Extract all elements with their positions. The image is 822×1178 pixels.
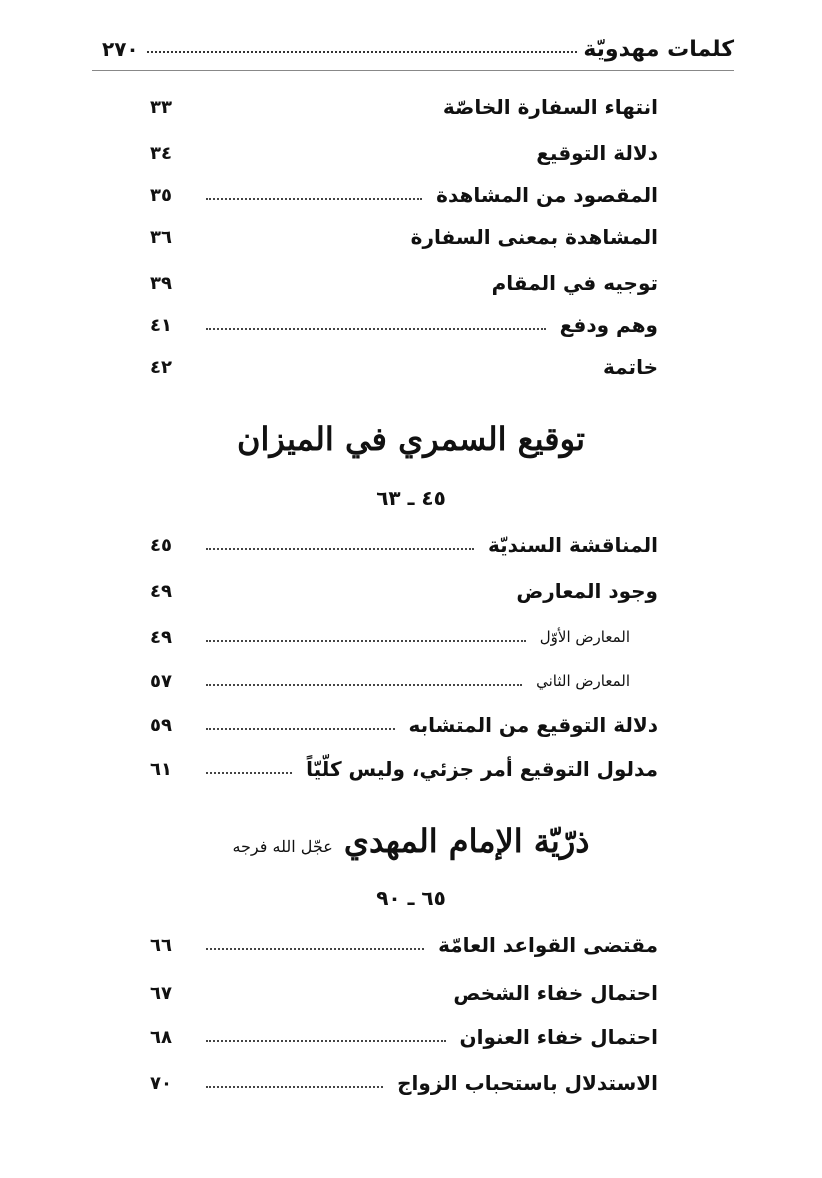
- toc-entry-label: الاستدلال باستحباب الزواج: [397, 1071, 658, 1095]
- toc-entry: [150, 266, 658, 300]
- toc-entry-page: ٤٢: [150, 356, 172, 378]
- toc-leader-dots: [206, 1040, 446, 1042]
- toc-entry-page: ٣٣: [150, 96, 172, 118]
- toc-leader-dots: [206, 728, 395, 730]
- toc-leader-dots: [206, 772, 292, 774]
- section-title: [0, 822, 822, 860]
- toc-entry-label: المقصود من المشاهدة: [436, 183, 658, 207]
- toc-subentry: [150, 620, 658, 654]
- toc-entry: [150, 976, 658, 1010]
- running-header: [92, 32, 734, 66]
- honorific-text: عجّل الله فرجه: [232, 837, 333, 856]
- toc-entry-page: ٦١: [150, 758, 172, 780]
- toc-entry: [150, 178, 658, 212]
- header-rule: [92, 70, 734, 71]
- toc-entry-page: ٣٤: [150, 142, 172, 164]
- toc-entry-label: دلالة التوقيع من المتشابه: [408, 713, 658, 737]
- toc-entry-label: مقتضى القواعد العامّة: [438, 933, 658, 957]
- toc-entry: [150, 220, 658, 254]
- toc-entry: [150, 90, 658, 124]
- toc-entry: [150, 752, 658, 786]
- toc-subentry-label: المعارض الثاني: [536, 672, 630, 690]
- toc-entry-page: ٦٧: [150, 982, 172, 1004]
- toc-entry-label: احتمال خفاء الشخص: [453, 981, 658, 1005]
- header-leader-dots: [147, 51, 578, 53]
- toc-leader-dots: [206, 640, 526, 642]
- toc-entry-page: ٣٥: [150, 184, 172, 206]
- toc-entry-page: ٤٩: [150, 626, 172, 648]
- toc-entry-page: ٥٧: [150, 670, 172, 692]
- toc-subentry-label: المعارض الأوّل: [539, 628, 630, 646]
- toc-entry: [150, 708, 658, 742]
- toc-entry-page: ٧٠: [150, 1072, 172, 1094]
- toc-entry-page: ٦٦: [150, 934, 172, 956]
- toc-entry-label: وهم ودفع: [559, 313, 658, 337]
- section-page-range: ٤٥ ـ ٦٣: [376, 486, 446, 510]
- toc-entry-label: مدلول التوقيع أمر جزئي، وليس كلّيّاً: [306, 757, 658, 781]
- toc-entry: [150, 928, 658, 962]
- page-number: ٢٧٠: [102, 37, 139, 61]
- toc-entry-page: ٤٥: [150, 534, 172, 556]
- section-title: توقيع السمري في الميزان: [236, 420, 586, 458]
- book-title: كلمات مهدويّة: [583, 36, 734, 62]
- section-page-range: ٦٥ ـ ٩٠: [376, 886, 446, 910]
- toc-entry: [150, 136, 658, 170]
- toc-entry: [150, 350, 658, 384]
- toc-entry-label: وجود المعارض: [516, 579, 658, 603]
- section-title-text: ذرّيّة الإمام المهدي: [343, 822, 590, 860]
- toc-entry: [150, 574, 658, 608]
- toc-subentry: [150, 664, 658, 698]
- toc-entry-page: ٣٩: [150, 272, 172, 294]
- toc-entry-page: ٣٦: [150, 226, 172, 248]
- toc-entry: [150, 1066, 658, 1100]
- toc-entry-label: توجيه في المقام: [491, 271, 658, 295]
- toc-leader-dots: [206, 548, 474, 550]
- toc-leader-dots: [206, 328, 546, 330]
- toc-leader-dots: [206, 198, 422, 200]
- toc-entry: [150, 308, 658, 342]
- toc-entry-label: انتهاء السفارة الخاصّة: [442, 95, 658, 119]
- toc-leader-dots: [206, 684, 522, 686]
- toc-entry-page: ٦٨: [150, 1026, 172, 1048]
- toc-entry: [150, 1020, 658, 1054]
- toc-entry-label: دلالة التوقيع: [536, 141, 658, 165]
- toc-entry-page: ٤٩: [150, 580, 172, 602]
- toc-entry-label: المشاهدة بمعنى السفارة: [410, 225, 658, 249]
- toc-entry-label: المناقشة السنديّة: [487, 533, 658, 557]
- toc-entry-label: احتمال خفاء العنوان: [459, 1025, 658, 1049]
- toc-entry: [150, 528, 658, 562]
- toc-entry-page: ٤١: [150, 314, 172, 336]
- toc-leader-dots: [206, 948, 424, 950]
- toc-entry-page: ٥٩: [150, 714, 172, 736]
- toc-entry-label: خاتمة: [603, 355, 658, 379]
- toc-leader-dots: [206, 1086, 383, 1088]
